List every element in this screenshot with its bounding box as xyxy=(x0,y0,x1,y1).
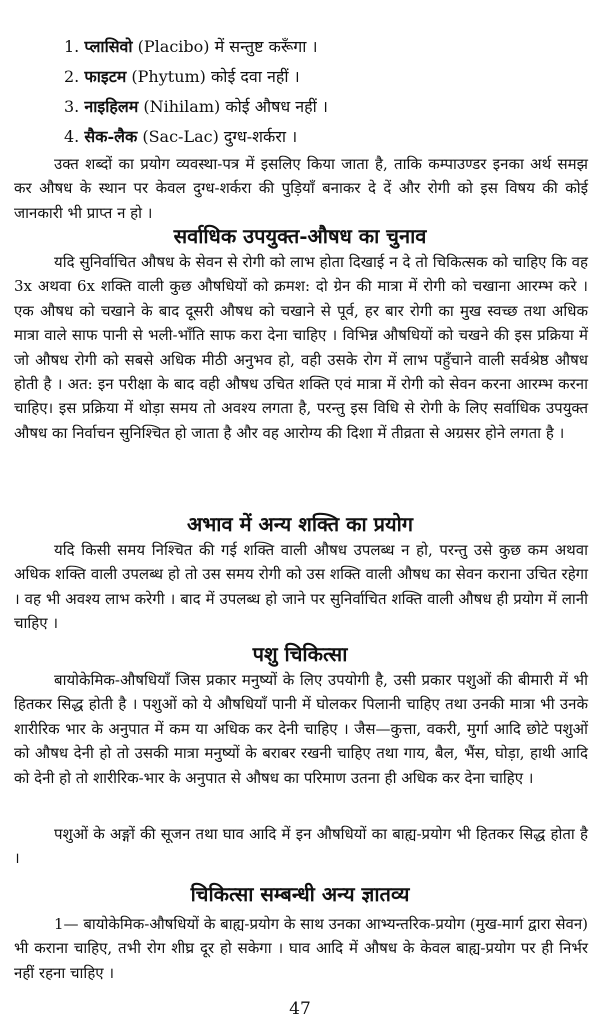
section-heading: चिकित्सा सम्बन्धी अन्य ज्ञातव्य xyxy=(190,882,410,906)
intro-paragraph: उक्त शब्दों का प्रयोग व्यवस्था-पत्र में इसलिए किया जाता है, ताकि कम्पाउण्डर इनका अर्थ समझ कर औषध के स्थान पर केवल दुग्ध-शर्करा की पुड़ियाँ बनाकर दे दें और रोगी को इस विषय की कोई जानकारी भी प्राप्त न हो । xyxy=(14,155,588,222)
section-heading: पशु चिकित्सा xyxy=(252,642,348,666)
section-heading: अभाव में अन्य शक्ति का प्रयोग xyxy=(186,512,414,536)
body-paragraph: बायोकेमिक-औषधियाँ जिस प्रकार मनुष्यों के लिए उपयोगी है, उसी प्रकार पशुओं की बीमारी में भी हितकर सिद्ध होती है । पशुओं को ये औषधियाँ पानी में घोलकर पिलानी चाहिए तथा उनकी मात्रा भी उनके शारीरिक भार के अनुपात में कम या अधिक कर देनी चाहिए । जैस—कुत्ता, वकरी, मुर्गा आदि छोटे पशुओं को औषध देनी हो तो उसकी मात्रा मनुष्यों के बराबर रखनी चाहिए तथा गाय, बैल, भैंस, घोड़ा, हाथी आदि को देनी हो तो शारीरिक-भार के अनुपात से औषध का परिमाण उतना ही अधिक कर देना चाहिए । xyxy=(14,671,588,787)
term-latin: (Nihilam) xyxy=(143,97,221,116)
numbered-list xyxy=(64,32,584,152)
list-item: 2. फाइटम (Phytum) कोई दवा नहीं । xyxy=(64,67,300,86)
term-hindi: नाइहिलम xyxy=(84,97,139,116)
body-paragraph: पशुओं के अङ्गों की सूजन तथा घाव आदि में इन औषधियों का बाह्य-प्रयोग भी हितकर सिद्ध होता है । xyxy=(14,825,588,868)
term-latin: (Phytum) xyxy=(131,67,206,86)
term-hindi: सैक-लैक xyxy=(84,127,138,146)
section-heading: सर्वाधिक उपयुक्त-औषध का चुनाव xyxy=(173,224,427,248)
term-hindi: प्लासिवो xyxy=(84,37,133,56)
list-item: 3. नाइहिलम (Nihilam) कोई औषध नहीं । xyxy=(64,97,328,116)
list-item: 1. प्लासिवो (Placibo) में सन्तुष्ट करूँगा । xyxy=(64,37,318,56)
term-latin: (Placibo) xyxy=(137,37,210,56)
list-item: 4. सैक-लैक (Sac-Lac) दुग्ध-शर्करा । xyxy=(64,127,298,146)
term-latin: (Sac-Lac) xyxy=(142,127,219,146)
body-paragraph: 1— बायोकेमिक-औषधियों के बाह्य-प्रयोग के साथ उनका आभ्यन्तरिक-प्रयोग (मुख-मार्ग द्वारा सेवन) भी कराना चाहिए, तभी रोग शीघ्र दूर हो सकेगा । घाव आदि में औषध के केवल बाह्य-प्रयोग पर ही निर्भर नहीं रहना चाहिए । xyxy=(14,915,588,982)
page-number: 47 xyxy=(289,999,311,1019)
body-paragraph: यदि सुनिर्वाचित औषध के सेवन से रोगी को लाभ होता दिखाई न दे तो चिकित्सक को चाहिए कि वह 3x अथवा 6x शक्ति वाली कुछ औषधियों को क्रमश: दो ग्रेन की मात्रा में रोगी को चखाना आरम्भ करे । एक औषध को चखाने के बाद दूसरी औषध को चखाने से पूर्व, हर बार रोगी का मुख स्वच्छ तथा अधिक मात्रा वाले साफ पानी से भली-भाँति साफ करा देना चाहिए । विभिन्न औषधियों को चखने की इस प्रक्रिया में जो औषध रोगी को सबसे अधिक मीठी अनुभव हो, वही उसके रोग में लाभ पहुँचाने वाली सर्वश्रेष्ठ औषध होती है । अत: इन परीक्षा के बाद वही औषध उचित शक्ति एवं मात्रा में रोगी को सेवन करना आरम्भ करना चाहिए। इस प्रक्रिया में थोड़ा समय तो अवश्य लगता है, परन्तु इस विधि से रोगी के लिए सर्वाधिक उपयुक्त औषध का निर्वाचन सुनिश्चित हो जाता है और वह आरोग्य की दिशा में तीव्रता से अग्रसर होने लगता है । xyxy=(14,253,588,442)
term-hindi: फाइटम xyxy=(84,67,127,86)
body-paragraph: यदि किसी समय निश्चित की गई शक्ति वाली औषध उपलब्ध न हो, परन्तु उसे कुछ कम अथवा अधिक शक्ति वाली उपलब्ध हो तो उस समय रोगी को उस शक्ति वाली औषध का सेवन कराना उचित रहेगा । वह भी अवश्य लाभ करेगी । बाद में उपलब्ध हो जाने पर सुनिर्वाचित शक्ति वाली औषध ही प्रयोग में लानी चाहिए । xyxy=(14,541,588,633)
